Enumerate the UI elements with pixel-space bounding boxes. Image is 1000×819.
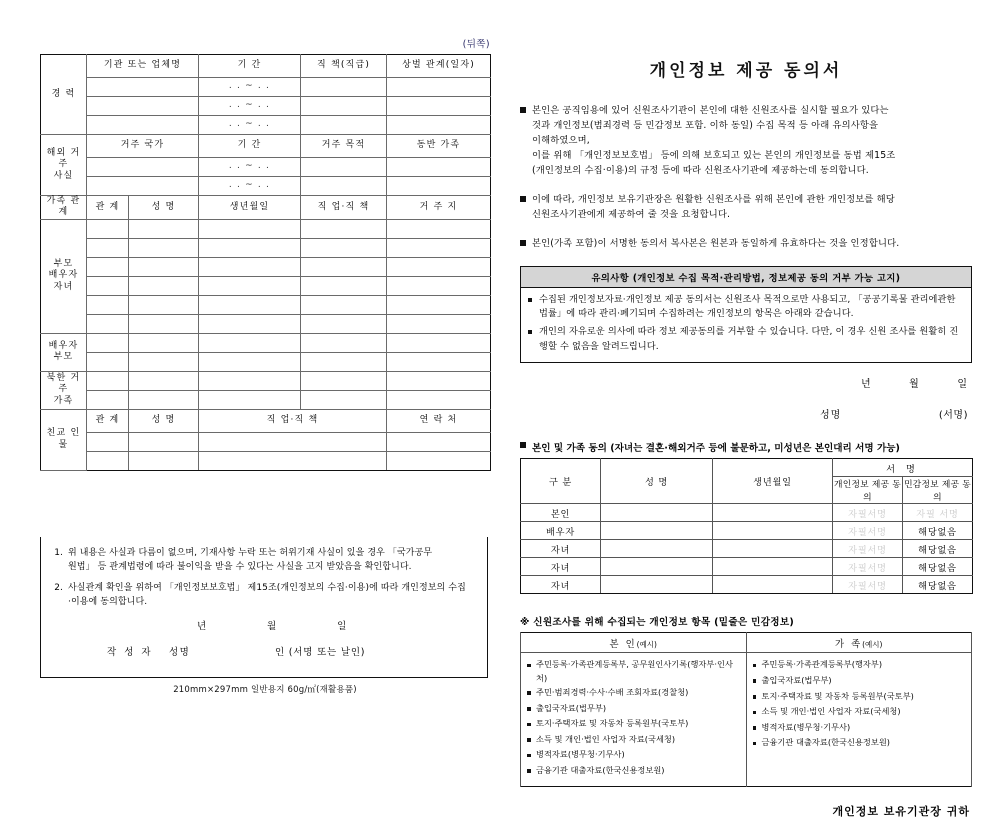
cell-family-birthdate[interactable] bbox=[199, 371, 301, 390]
cell-overseas-accompany[interactable] bbox=[387, 177, 491, 196]
cell-family-residence[interactable] bbox=[387, 276, 491, 295]
table-row bbox=[41, 238, 491, 257]
cell-family-job[interactable] bbox=[301, 238, 387, 257]
note-number: 2. bbox=[54, 582, 63, 593]
cell-career-org[interactable] bbox=[87, 97, 199, 116]
col-header-award: 상벌 관계(일자) bbox=[387, 55, 491, 78]
col-header-relation: 관 계 bbox=[87, 196, 129, 220]
declaration-notes-box bbox=[40, 537, 488, 678]
consent-row-name[interactable] bbox=[601, 558, 713, 576]
note-text: 사실관계 확인을 위하여 「개인정보보호법」 제15조(개인정보의 수집·이용)에 따라 개인정보의 수집 ·이용에 동의합니다. bbox=[68, 582, 466, 607]
cell-family-name[interactable] bbox=[129, 314, 199, 333]
cell-family-relation[interactable] bbox=[87, 390, 129, 409]
cell-family-relation[interactable] bbox=[87, 257, 129, 276]
cell-family-birthdate[interactable] bbox=[199, 333, 301, 352]
cell-cp-relation[interactable] bbox=[87, 451, 129, 470]
square-bullet-icon bbox=[753, 705, 762, 721]
consent-row-birthdate[interactable] bbox=[713, 576, 833, 594]
cell-overseas-period[interactable]: . . ~ . . bbox=[199, 158, 301, 177]
cell-family-job[interactable] bbox=[301, 333, 387, 352]
consent-paragraph-text: 본인(가족 포함)이 서명한 동의서 복사본은 원본과 동일하게 유효하다는 것을 인정합니다. bbox=[532, 238, 900, 250]
table-row bbox=[521, 522, 973, 540]
notice-item-text: 수집된 개인정보자료·개인정보 제공 동의서는 신원조사 목적으로만 사용되고, 「공공기록물 관리에관한법률」에 따라 관리·폐기되며 수집하려는 개인정보의 항목은 아래와 같습니다. bbox=[539, 293, 956, 320]
table-row bbox=[41, 78, 491, 97]
list-item: 출입국자료(법무부) bbox=[753, 674, 968, 690]
cell-family-birthdate[interactable] bbox=[199, 352, 301, 371]
cell-family-job[interactable] bbox=[301, 352, 387, 371]
list-item: 병적자료(병무청·기무사) bbox=[527, 748, 742, 764]
cell-career-period[interactable]: . . ~ . . bbox=[199, 78, 301, 97]
consent-paragraph-text: 본인은 공직임용에 있어 신원조사기관이 본인에 대한 신원조사를 실시할 필요가 있다는 것과 개인정보(범죄경력 등 민감정보 포함. 이하 동일) 수집 목적 등 아래 유의사항을 이해하였으며, 이를 위해 「개인정보보호법」 등에 의해 보호되고 있는 본인의 개인정보를 동법 제15조 (개인정보의 수집·이용)의 규정 등에 따라 신원조사기관에 제공하는데 동의합니다. bbox=[532, 105, 896, 177]
consent-paragraph-text: 이에 따라, 개인정보 보유기관장은 원활한 신원조사를 위해 본인에 관한 개인정보를 해당 신원조사기관에게 제공하여 줄 것을 요청합니다. bbox=[532, 194, 895, 221]
table-row bbox=[41, 352, 491, 371]
cell-family-birthdate[interactable] bbox=[199, 295, 301, 314]
col-header-purpose: 거주 목적 bbox=[301, 135, 387, 158]
note-number: 1. bbox=[54, 548, 63, 558]
declaration-date-line bbox=[47, 618, 481, 632]
paper-spec-footer: 210mm×297mm 일반용지 60g/㎡(재활용품) bbox=[173, 685, 357, 695]
day-label[interactable]: 일 bbox=[957, 379, 968, 391]
table-row bbox=[521, 576, 973, 594]
cell-family-name[interactable] bbox=[129, 219, 199, 238]
cell-career-period[interactable]: . . ~ . . bbox=[199, 97, 301, 116]
month-label[interactable]: 월 bbox=[267, 620, 278, 632]
row-label-career: 경 력 bbox=[41, 55, 87, 135]
cell-family-birthdate[interactable] bbox=[199, 219, 301, 238]
list-item: 금융기관 대출자료(한국신용정보원) bbox=[527, 764, 742, 780]
table-row bbox=[41, 409, 491, 432]
cell-career-award[interactable] bbox=[387, 116, 491, 135]
table-row bbox=[41, 390, 491, 409]
square-bullet-icon bbox=[527, 764, 536, 780]
row-label-spouse-parents: 배우자 부모 bbox=[41, 333, 87, 371]
row-label-parents-spouse-children: 부모 배우자 자녀 bbox=[41, 219, 87, 333]
table-header-row bbox=[521, 459, 973, 477]
recipient-line: 개인정보 보유기관장 귀하 bbox=[832, 804, 970, 818]
note-item bbox=[47, 547, 481, 575]
consent-row-sig-personal[interactable]: 자필서명 bbox=[833, 522, 903, 540]
col-header-name: 성 명 bbox=[601, 459, 713, 504]
cell-family-residence[interactable] bbox=[387, 295, 491, 314]
row-label-close-person: 친교 인물 bbox=[41, 409, 87, 470]
consent-row-sig-sensitive: 해당없음 bbox=[903, 576, 973, 594]
cell-family-job[interactable] bbox=[301, 257, 387, 276]
right-consent-sheet bbox=[520, 30, 972, 818]
consent-row-name[interactable] bbox=[601, 522, 713, 540]
cell-family-residence[interactable] bbox=[387, 333, 491, 352]
day-label[interactable]: 일 bbox=[337, 620, 348, 632]
consent-row-sig-personal[interactable]: 자필서명 bbox=[833, 576, 903, 594]
family-consent-table bbox=[520, 458, 973, 594]
table-row bbox=[41, 432, 491, 451]
list-item: 소득 및 개인·법인 사업자 자료(국세청) bbox=[753, 705, 968, 721]
cell-family-relation[interactable] bbox=[87, 238, 129, 257]
cell-family-relation[interactable] bbox=[87, 333, 129, 352]
cell-career-position[interactable] bbox=[301, 97, 387, 116]
row-label-family: 가족 관계 bbox=[41, 196, 87, 220]
col-header-signature: 서 명 bbox=[833, 459, 973, 477]
square-bullet-icon bbox=[527, 702, 536, 718]
family-consent-heading-text: 본인 및 가족 동의 (자녀는 결혼·해외거주 등에 불문하고, 미성년은 본인대리 서명 가능) bbox=[532, 443, 900, 455]
col-header-birthdate: 생년월일 bbox=[199, 196, 301, 220]
col-header-birthdate: 생년월일 bbox=[713, 459, 833, 504]
notice-header: 유의사항 (개인정보 수집 목적·관리방법, 정보제공 동의 거부 가능 고지) bbox=[521, 267, 971, 288]
year-label[interactable]: 년 bbox=[197, 620, 208, 632]
cell-family-name[interactable] bbox=[129, 295, 199, 314]
notice-item bbox=[528, 293, 964, 322]
personal-history-table bbox=[40, 54, 491, 471]
table-row bbox=[41, 196, 491, 220]
consent-row-sig-personal[interactable]: 자필서명 bbox=[833, 540, 903, 558]
cell-family-birthdate[interactable] bbox=[199, 276, 301, 295]
small-square-bullet-icon bbox=[528, 325, 539, 354]
square-bullet-icon bbox=[527, 748, 536, 764]
consent-date-line bbox=[520, 375, 972, 390]
col-header-category: 구 분 bbox=[521, 459, 601, 504]
cell-family-name[interactable] bbox=[129, 333, 199, 352]
collected-items-table bbox=[520, 632, 972, 786]
note-text: 위 내용은 사실과 다름이 없으며, 기재사항 누락 또는 허위기재 사실이 있을 경우 「국가공무 원법」 등 관계법령에 따라 불이익을 받을 수 있다는 사실을 고지 받았음을 확인합니다. bbox=[68, 548, 433, 572]
col-header-accompany: 동반 가족 bbox=[387, 135, 491, 158]
col-header-job: 직 업·직 책 bbox=[301, 196, 387, 220]
cell-family-relation[interactable] bbox=[87, 276, 129, 295]
consent-row-sig-personal[interactable]: 자필서명 bbox=[833, 504, 903, 522]
cell-cp-name[interactable] bbox=[129, 432, 199, 451]
table-row bbox=[521, 558, 973, 576]
cell-family-job[interactable] bbox=[301, 390, 387, 409]
cell-family-residence[interactable] bbox=[387, 314, 491, 333]
left-form-sheet bbox=[40, 30, 490, 695]
cell-family-birthdate[interactable] bbox=[199, 257, 301, 276]
square-bullet-icon bbox=[527, 658, 536, 686]
consent-row-category: 본인 bbox=[521, 504, 601, 522]
name-label[interactable]: 성명 bbox=[820, 410, 842, 422]
consent-signature-line bbox=[520, 406, 972, 420]
name-label[interactable]: 성명 bbox=[169, 646, 191, 658]
table-row bbox=[521, 504, 973, 522]
cell-career-period[interactable]: . . ~ . . bbox=[199, 116, 301, 135]
cell-family-job[interactable] bbox=[301, 276, 387, 295]
table-row bbox=[41, 314, 491, 333]
cell-family-residence[interactable] bbox=[387, 390, 491, 409]
cell-family-birthdate[interactable] bbox=[199, 314, 301, 333]
list-item: 주민등록·가족관계등록부, 공무원인사기록(행자부·인사처) bbox=[527, 658, 742, 686]
cell-family-residence[interactable] bbox=[387, 238, 491, 257]
cell-career-position[interactable] bbox=[301, 116, 387, 135]
table-row bbox=[41, 371, 491, 390]
consent-row-birthdate[interactable] bbox=[713, 558, 833, 576]
cell-overseas-country[interactable] bbox=[87, 177, 199, 196]
square-bullet-icon bbox=[753, 658, 762, 674]
cell-career-award[interactable] bbox=[387, 78, 491, 97]
square-bullet-icon bbox=[527, 686, 536, 702]
consent-row-birthdate[interactable] bbox=[713, 504, 833, 522]
author-label: 작 성 자 bbox=[107, 646, 154, 658]
cell-career-position[interactable] bbox=[301, 78, 387, 97]
cell-overseas-purpose[interactable] bbox=[301, 177, 387, 196]
table-row bbox=[41, 451, 491, 470]
collected-items-heading: ※ 신원조사를 위해 수집되는 개인정보 항목 (밑줄은 민감정보) bbox=[520, 617, 795, 629]
square-bullet-icon bbox=[520, 440, 532, 454]
cell-cp-contact[interactable] bbox=[387, 451, 491, 470]
cell-family-name[interactable] bbox=[129, 238, 199, 257]
cell-overseas-purpose[interactable] bbox=[301, 158, 387, 177]
cell-family-relation[interactable] bbox=[87, 314, 129, 333]
cell-family-job[interactable] bbox=[301, 295, 387, 314]
cell-family-name[interactable] bbox=[129, 257, 199, 276]
signature-label[interactable]: (서명) bbox=[938, 410, 968, 422]
square-bullet-icon bbox=[520, 192, 532, 222]
cell-family-name[interactable] bbox=[129, 352, 199, 371]
list-item: 토지·주택자료 및 자동차 등록원부(국토부) bbox=[527, 717, 742, 733]
consent-row-sig-personal[interactable]: 자필서명 bbox=[833, 558, 903, 576]
cell-family-birthdate[interactable] bbox=[199, 238, 301, 257]
consent-row-sig-sensitive[interactable]: 자필 서명 bbox=[903, 504, 973, 522]
cell-family-relation[interactable] bbox=[87, 295, 129, 314]
table-row bbox=[521, 540, 973, 558]
note-item bbox=[47, 582, 481, 610]
cell-family-name[interactable] bbox=[129, 390, 199, 409]
table-row bbox=[41, 116, 491, 135]
cell-family-relation[interactable] bbox=[87, 371, 129, 390]
declaration-signature-line bbox=[47, 644, 481, 658]
table-row bbox=[41, 257, 491, 276]
notice-item bbox=[528, 325, 964, 354]
col-header-residence: 거 주 지 bbox=[387, 196, 491, 220]
small-square-bullet-icon bbox=[528, 293, 539, 322]
square-bullet-icon bbox=[527, 733, 536, 749]
col-header-family: 가 족(예시) bbox=[746, 633, 972, 653]
table-row bbox=[41, 158, 491, 177]
cell-family-residence[interactable] bbox=[387, 257, 491, 276]
col-header-country: 거주 국가 bbox=[87, 135, 199, 158]
cell-cp-relation[interactable] bbox=[87, 432, 129, 451]
cell-overseas-period[interactable]: . . ~ . . bbox=[199, 177, 301, 196]
table-row bbox=[41, 219, 491, 238]
table-row bbox=[41, 333, 491, 352]
cell-family-job[interactable] bbox=[301, 371, 387, 390]
seal-label[interactable]: 인 (서명 또는 날인) bbox=[275, 646, 366, 658]
col-header-position: 직 책(직급) bbox=[301, 55, 387, 78]
col-header-sensitive-info-consent: 민감정보 제공 동의 bbox=[903, 477, 973, 504]
table-row bbox=[521, 653, 972, 786]
notice-body bbox=[521, 288, 971, 363]
consent-paragraph bbox=[520, 103, 972, 178]
cell-cp-contact[interactable] bbox=[387, 432, 491, 451]
table-row bbox=[41, 97, 491, 116]
consent-row-category: 자녀 bbox=[521, 540, 601, 558]
table-row bbox=[41, 135, 491, 158]
cell-family-name[interactable] bbox=[129, 276, 199, 295]
cell-career-award[interactable] bbox=[387, 97, 491, 116]
cell-overseas-accompany[interactable] bbox=[387, 158, 491, 177]
consent-row-birthdate[interactable] bbox=[713, 540, 833, 558]
consent-row-category: 배우자 bbox=[521, 522, 601, 540]
cell-family-name[interactable] bbox=[129, 371, 199, 390]
consent-row-category: 자녀 bbox=[521, 558, 601, 576]
col-header-period: 기 간 bbox=[199, 55, 301, 78]
col-header-oversea-period: 기 간 bbox=[199, 135, 301, 158]
cell-family-residence[interactable] bbox=[387, 371, 491, 390]
cell-career-org[interactable] bbox=[87, 78, 199, 97]
consent-row-sig-sensitive: 해당없음 bbox=[903, 558, 973, 576]
list-item: 출입국자료(법무부) bbox=[527, 702, 742, 718]
square-bullet-icon bbox=[753, 721, 762, 737]
consent-statement-block bbox=[520, 103, 972, 252]
col-header-cp-contact: 연 락 처 bbox=[387, 409, 491, 432]
table-row bbox=[41, 177, 491, 196]
col-header-self: 본 인(예시) bbox=[521, 633, 747, 653]
list-item: 소득 및 개인·법인 사업자 자료(국세청) bbox=[527, 733, 742, 749]
cell-family-birthdate[interactable] bbox=[199, 390, 301, 409]
row-label-north-korea-family: 북한 거주 가족 bbox=[41, 371, 87, 409]
cell-family-job[interactable] bbox=[301, 219, 387, 238]
consent-row-name[interactable] bbox=[601, 504, 713, 522]
consent-paragraph bbox=[520, 236, 972, 251]
col-header-cp-job: 직 업·직 책 bbox=[199, 409, 387, 432]
backside-marker: (뒤쪽) bbox=[462, 39, 490, 50]
square-bullet-icon bbox=[753, 690, 762, 706]
month-label[interactable]: 월 bbox=[909, 379, 920, 391]
cell-family-job[interactable] bbox=[301, 314, 387, 333]
cell-family-residence[interactable] bbox=[387, 352, 491, 371]
list-item: 주민등록·가족관계등록부(행자부) bbox=[753, 658, 968, 674]
consent-row-name[interactable] bbox=[601, 576, 713, 594]
list-item: 병적자료(병무청·기무사) bbox=[753, 721, 968, 737]
consent-paragraph bbox=[520, 192, 972, 222]
col-header-personal-info-consent: 개인정보 제공 동의 bbox=[833, 477, 903, 504]
list-item: 토지·주택자료 및 자동차 등록원부(국토부) bbox=[753, 690, 968, 706]
cell-career-org[interactable] bbox=[87, 116, 199, 135]
year-label[interactable]: 년 bbox=[860, 379, 872, 391]
consent-row-category: 자녀 bbox=[521, 576, 601, 594]
consent-row-sig-sensitive: 해당없음 bbox=[903, 522, 973, 540]
col-header-name: 성 명 bbox=[129, 196, 199, 220]
square-bullet-icon bbox=[753, 736, 762, 752]
col-header-cp-relation: 관 계 bbox=[87, 409, 129, 432]
family-items-cell bbox=[746, 653, 972, 786]
consent-row-name[interactable] bbox=[601, 540, 713, 558]
row-label-overseas: 해외 거주 사실 bbox=[41, 135, 87, 196]
consent-row-sig-sensitive: 해당없음 bbox=[903, 540, 973, 558]
col-header-org: 기관 또는 업체명 bbox=[87, 55, 199, 78]
square-bullet-icon bbox=[520, 103, 532, 178]
cell-cp-job[interactable] bbox=[199, 451, 387, 470]
cell-overseas-country[interactable] bbox=[87, 158, 199, 177]
self-items-cell bbox=[521, 653, 747, 786]
cell-cp-name[interactable] bbox=[129, 451, 199, 470]
notice-item-text: 개인의 자유로운 의사에 따라 정보 제공동의를 거부할 수 있습니다. 다만, 이 경우 신원 조사를 원활히 진행할 수 없음을 알려드립니다. bbox=[539, 325, 959, 352]
square-bullet-icon bbox=[527, 717, 536, 733]
col-header-cp-name: 성 명 bbox=[129, 409, 199, 432]
cell-cp-job[interactable] bbox=[199, 432, 387, 451]
consent-row-birthdate[interactable] bbox=[713, 522, 833, 540]
table-row bbox=[41, 55, 491, 78]
table-row bbox=[41, 276, 491, 295]
cell-family-relation[interactable] bbox=[87, 352, 129, 371]
list-item: 주민·범죄경력·수사·수배 조회자료(경찰청) bbox=[527, 686, 742, 702]
square-bullet-icon bbox=[520, 236, 532, 251]
cell-family-residence[interactable] bbox=[387, 219, 491, 238]
cell-family-relation[interactable] bbox=[87, 219, 129, 238]
page-title: 개인정보 제공 동의서 bbox=[649, 61, 843, 81]
square-bullet-icon bbox=[753, 674, 762, 690]
notice-box bbox=[520, 266, 972, 364]
table-row bbox=[41, 295, 491, 314]
family-consent-heading bbox=[520, 440, 972, 454]
list-item: 금융기관 대출자료(한국신용정보원) bbox=[753, 736, 968, 752]
table-header-row bbox=[521, 633, 972, 653]
